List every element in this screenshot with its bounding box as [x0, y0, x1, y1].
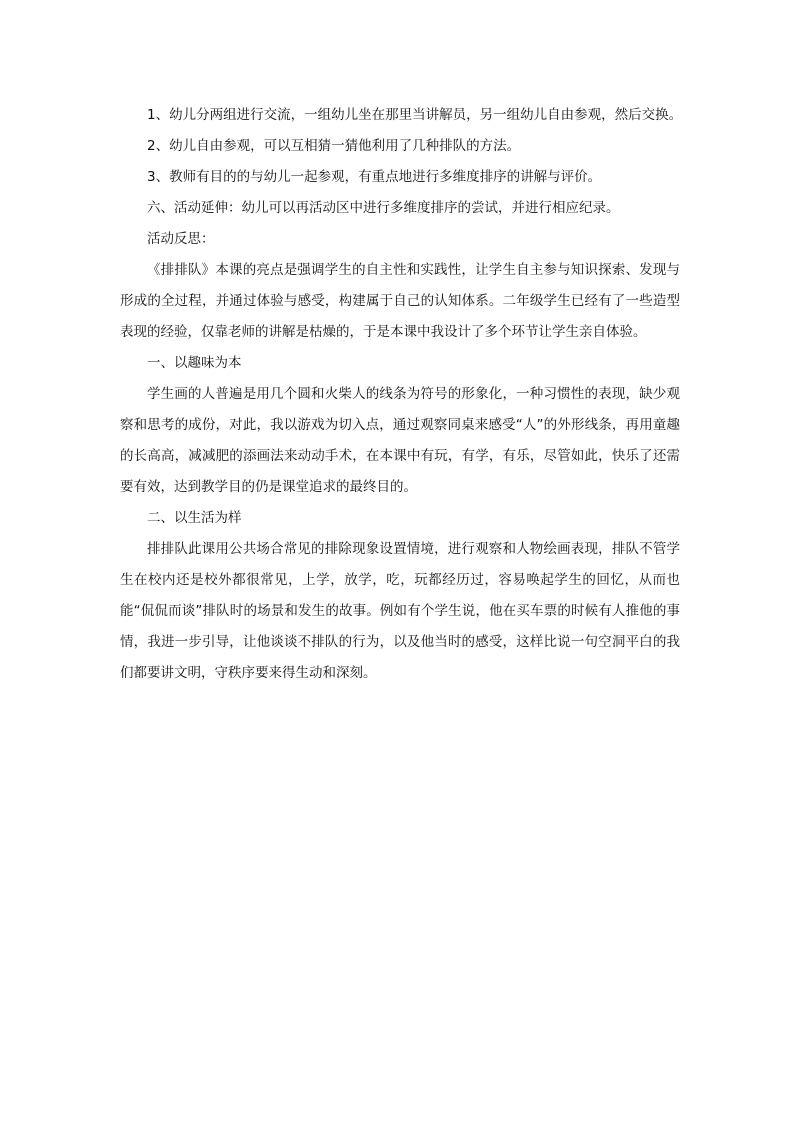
section-1-heading: 一、以趣味为本: [147, 355, 242, 371]
reflection-intro-paragraph: 《排排队》本课的亮点是强调学生的自主性和实践性，让学生自主参与知识探索、发现与形成的全过程，并通过体验与感受，构建属于自己的认知体系。二年级学生已经有了一些造型表现的经验，仅靠老师的讲解是枯燥的，于是本课中我设计了多个环节让学生亲自体验。: [120, 262, 680, 340]
activity-extension-paragraph: 六、活动延伸：幼儿可以再活动区中进行多维度排序的尝试，并进行相应纪录。: [147, 200, 620, 216]
document-body: [120, 100, 683, 689]
step-2-paragraph: 2、幼儿自由参观，可以互相猜一猜他利用了几种排队的方法。: [147, 138, 521, 154]
step-1-paragraph: 1、幼儿分两组进行交流，一组幼儿坐在那里当讲解员，另一组幼儿自由参观，然后交换。: [147, 107, 683, 123]
section-1-paragraph: 学生画的人普遍是用几个圆和火柴人的线条为符号的形象化，一种习惯性的表现，缺少观察和思考的成份，对此，我以游戏为切入点，通过观察同桌来感受“人”的外形线条，再用童趣的长高高，减减肥的添画法来动动手术，在本课中有玩，有学，有乐，尽管如此，快乐了还需要有效，达到教学目的仍是课堂追求的最终目的。: [120, 386, 680, 495]
activity-reflection-heading: 活动反思：: [147, 231, 215, 247]
section-2-heading: 二、以生活为样: [147, 510, 242, 526]
section-2-paragraph: 排排队此课用公共场合常见的排除现象设置情境，进行观察和人物绘画表现，排队不管学生在校内还是校外都很常见，上学，放学，吃，玩都经历过，容易唤起学生的回忆，从而也能“侃侃而谈”排队时的场景和发生的故事。例如有个学生说，他在买车票的时候有人推他的事情，我进一步引导，让他谈谈不排队的行为，以及他当时的感受，这样比说一句空洞平白的我们都要讲文明，守秩序要来得生动和深刻。: [120, 541, 680, 681]
step-3-paragraph: 3、教师有目的的与幼儿一起参观，有重点地进行多维度排序的讲解与评价。: [147, 169, 602, 185]
